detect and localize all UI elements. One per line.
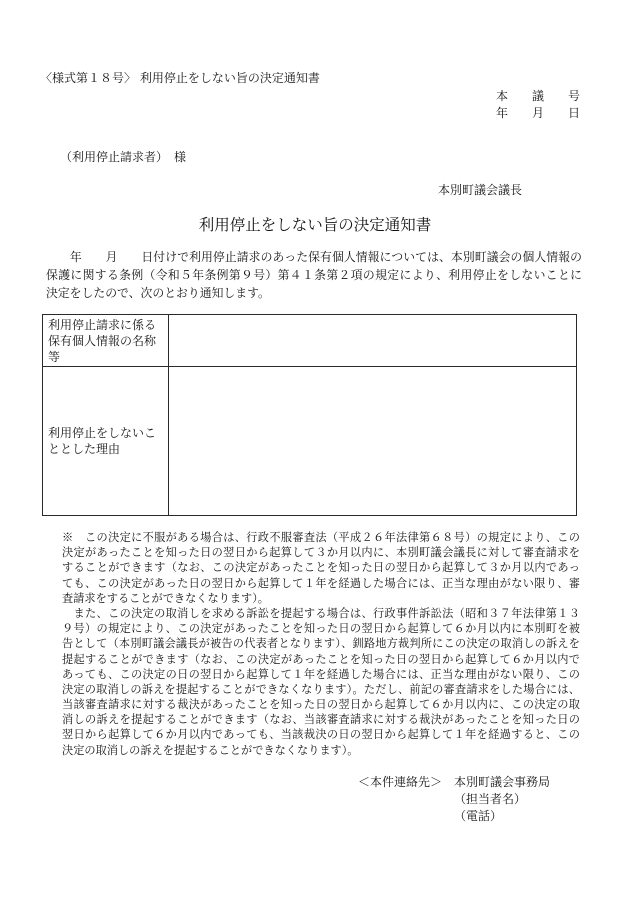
label-line: 保有個人情報の名称 <box>48 333 157 348</box>
document-title: 利用停止をしない旨の決定通知書 <box>198 216 432 234</box>
document-number-line: 本 議 号 <box>495 89 580 103</box>
body-line: 保護に関する条例（令和５年条例第９号）第４１条第２項の規定により、利用停止をしないことに <box>46 268 582 282</box>
notice-line: 翌日から起算して６か月以内であっても、当該裁決の日の翌日から起算して１年を経過すると、この <box>62 728 580 742</box>
label-line: 利用停止請求に係る <box>48 317 157 332</box>
table-row <box>43 367 576 515</box>
issue-date-line: 年 月 日 <box>495 106 580 120</box>
notice-line: 決定の取消しの訴えを提起することができなくなります）。 <box>62 743 359 757</box>
notice-line: 当該審査請求に対する裁決があったことを知った日の翌日から起算して６か月以内に、この決定の取 <box>62 698 580 712</box>
notice-line: 消しの訴えを提起することができます（なお、当該審査請求に対する裁決があったことを知った日の <box>62 713 580 727</box>
notice-line: 査請求をすることができなくなります）。 <box>62 591 269 605</box>
body-paragraph <box>46 248 582 302</box>
row-label-reason <box>43 367 169 515</box>
notice-line: 提起することができます（なお、この決定があったことを知った日の翌日から起算して６か月以内で <box>62 652 580 666</box>
notice-line: ても、この決定があった日の翌日から起算して１年を経過した場合には、正当な理由がない限り、審 <box>62 576 580 590</box>
contact-phone: （電話） <box>454 809 503 823</box>
info-table <box>42 314 577 516</box>
table-row <box>43 315 576 367</box>
notice-line: 告として（本別町議会議長が被告の代表者となります）、釧路地方裁判所にこの決定の取消しの訴えを <box>62 637 580 651</box>
notice-line: することができます（なお、この決定があったことを知った日の翌日から起算して３か月以内であっ <box>62 561 580 575</box>
notice-line: ※ この決定に不服がある場合は、行政不服審査法（平成２６年法律第６８号）の規定により、この <box>62 531 580 544</box>
personal-info-name-field <box>169 315 576 366</box>
reason-field <box>169 367 576 515</box>
sender-name: 本別町議会議長 <box>438 183 523 197</box>
body-line: 決定をしたので、次のとおり通知します。 <box>46 286 270 300</box>
form-number-label: 〈様式第１８号〉 利用停止をしない旨の決定通知書 <box>40 71 320 85</box>
notice-line: ９号）の規定により、この決定があったことを知った日の翌日から起算して６か月以内に本別町を被 <box>62 622 580 636</box>
notice-paragraph-appeal <box>62 530 580 606</box>
notice-paragraph-lawsuit <box>62 606 580 758</box>
label-line: ととした理由 <box>48 442 121 456</box>
notice-line: 決定の取消しの訴えを提起することができなくなります）。ただし、前記の審査請求をした場合には、 <box>62 682 580 696</box>
notice-line: また、この決定の取消しを求める訴訟を提起する場合は、行政事件訴訟法（昭和３７年法律第１３ <box>62 606 580 620</box>
label-line: 利用停止をしないこ <box>48 426 157 440</box>
contact-office: 本別町議会事務局 <box>454 775 551 789</box>
body-line: 年 月 日付けで利用停止請求のあった保有個人情報については、本別町議会の個人情報の <box>46 250 582 264</box>
contact-label: ＜本件連絡先＞ <box>358 775 443 789</box>
contact-person: （担当者名） <box>454 792 527 806</box>
notice-line: あっても、この決定の日の翌日から起算して１年を経過した場合には、正当な理由がない限り、この <box>62 667 580 681</box>
notice-line: 決定があったことを知った日の翌日から起算して３か月以内に、本別町議会議長に対して審査請求を <box>62 546 580 560</box>
label-line: 等 <box>48 349 61 364</box>
notice-section <box>62 530 580 758</box>
row-label-personal-info-name <box>43 315 169 366</box>
addressee-line: （利用停止請求者） 様 <box>60 150 187 164</box>
